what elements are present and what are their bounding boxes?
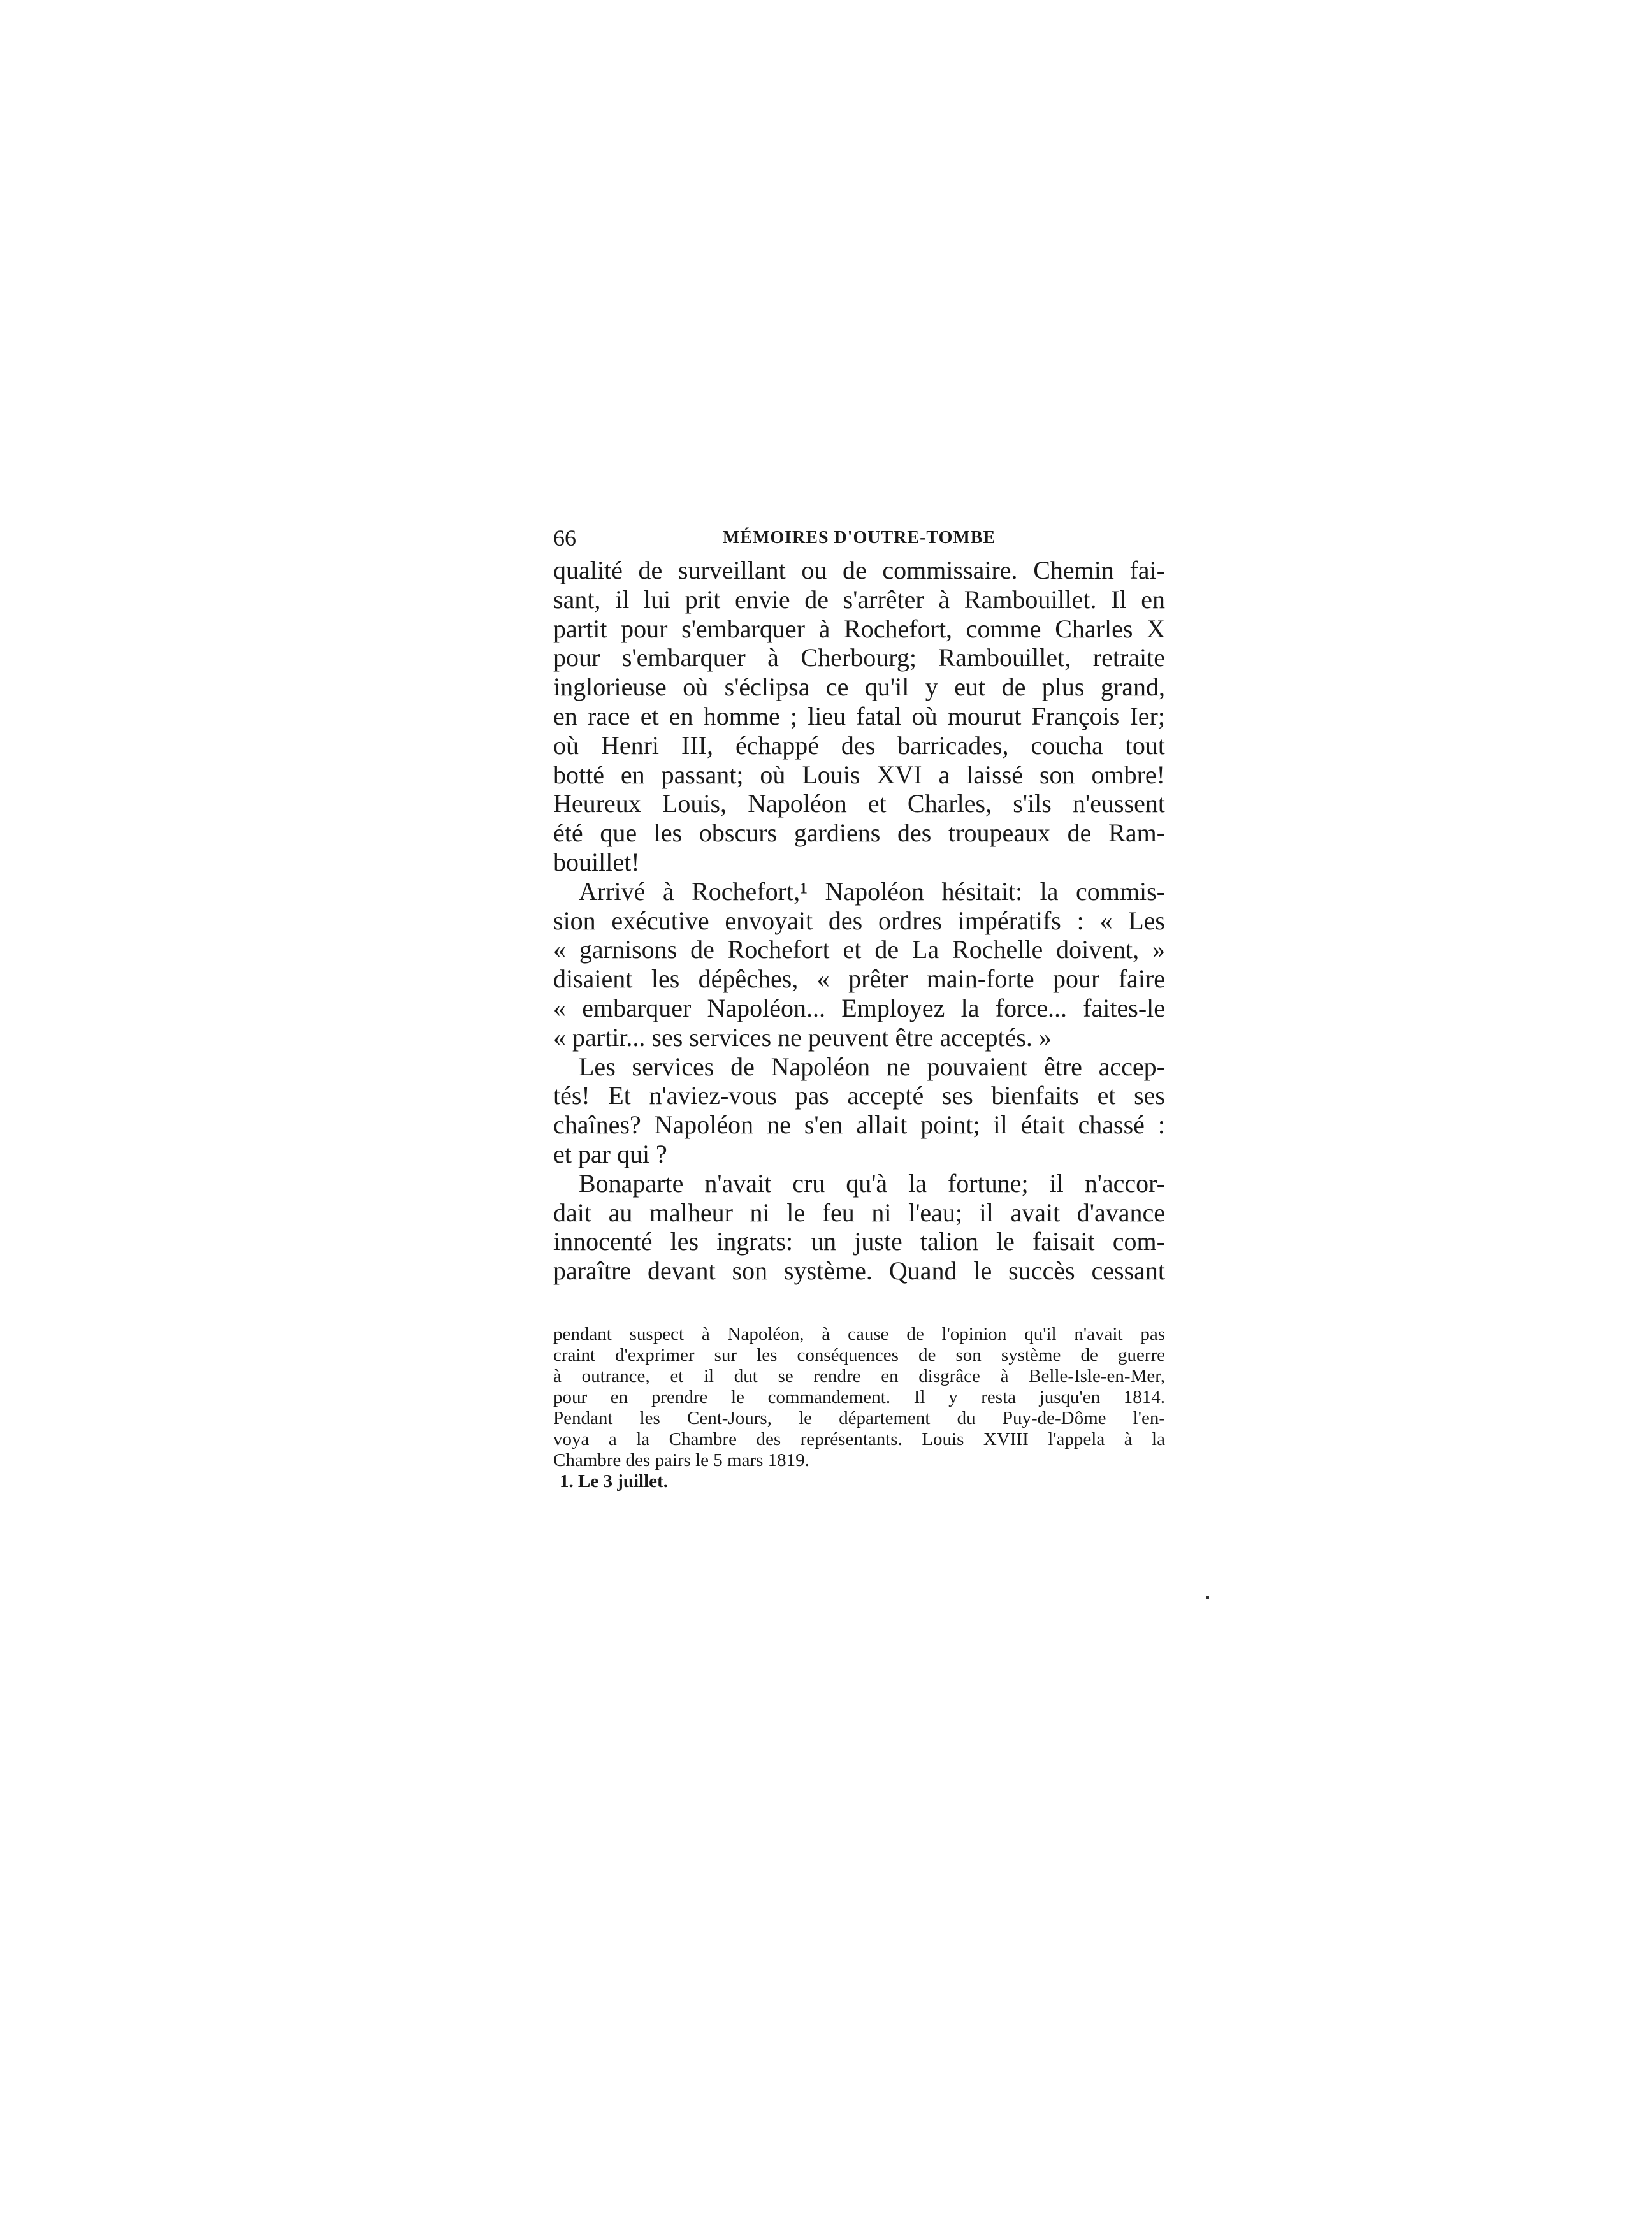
footnote-line: Pendant les Cent-Jours, le département du Puy-de-Dôme l'en- <box>553 1407 1165 1428</box>
body-line: paraître devant son système. Quand le succès cessant <box>553 1256 1165 1286</box>
body-line: bouillet! <box>553 847 640 876</box>
footnote-line: à outrance, et il dut se rendre en disgrâce à Belle-Isle-en-Mer, <box>553 1365 1165 1386</box>
body-line: « embarquer Napoléon... Employez la force... faites-le <box>553 993 1165 1022</box>
body-line: tés! Et n'aviez-vous pas accepté ses bienfaits et ses <box>553 1081 1165 1110</box>
body-line: chaînes? Napoléon ne s'en allait point; il était chassé : <box>553 1110 1165 1140</box>
body-line: et par qui ? <box>553 1139 667 1168</box>
footnote-line: Chambre des pairs le 5 mars 1819. <box>553 1449 809 1470</box>
body-line: été que les obscurs gardiens des troupeaux de Ram- <box>553 818 1165 848</box>
footnote-line: pendant suspect à Napoléon, à cause de l'opinion qu'il n'avait pas <box>553 1323 1165 1344</box>
footnote-1: 1. Le 3 juillet. <box>560 1470 668 1492</box>
body-line: dait au malheur ni le feu ni l'eau; il avait d'avance <box>553 1198 1165 1227</box>
body-line: innocenté les ingrats: un juste talion le faisait com- <box>553 1227 1165 1256</box>
body-line: « garnisons de Rochefort et de La Rochelle doivent, » <box>553 935 1165 964</box>
running-head <box>553 523 1165 556</box>
footnote-line: craint d'exprimer sur les conséquences de son système de guerre <box>553 1344 1165 1365</box>
footnotes <box>553 1324 1165 1492</box>
ink-speck <box>1206 1596 1209 1599</box>
body-line: sant, il lui prit envie de s'arrêter à Rambouillet. Il en <box>553 584 1165 614</box>
footnote-line: pour en prendre le commandement. Il y resta jusqu'en 1814. <box>553 1386 1165 1407</box>
body-line: Arrivé à Rochefort,¹ Napoléon hésitait: la commis- <box>579 876 1165 906</box>
body-line: sion exécutive envoyait des ordres impératifs : « Les <box>553 906 1165 935</box>
book-title: MÉMOIRES D'OUTRE-TOMBE <box>722 528 996 548</box>
footnote-line: voya a la Chambre des représentants. Louis XVIII l'appela à la <box>553 1428 1165 1449</box>
body-line: inglorieuse où s'éclipsa ce qu'il y eut de plus grand, <box>553 672 1165 702</box>
body-line: en race et en homme ; lieu fatal où mourut François Ier; <box>553 701 1165 730</box>
body-line: Heureux Louis, Napoléon et Charles, s'ils n'eussent <box>553 789 1165 818</box>
body-line: pour s'embarquer à Cherbourg; Rambouillet, retraite <box>553 643 1165 672</box>
page-text-block <box>553 523 1165 1492</box>
body-line: Bonaparte n'avait cru qu'à la fortune; il n'accor- <box>579 1168 1165 1198</box>
body-line: botté en passant; où Louis XVI a laissé son ombre! <box>553 760 1165 789</box>
page-number: 66 <box>553 525 576 551</box>
body-line: qualité de surveillant ou de commissaire. Chemin fai- <box>553 556 1165 584</box>
body-line: partit pour s'embarquer à Rochefort, comme Charles X <box>553 614 1165 643</box>
body-text <box>553 556 1165 1286</box>
body-line: disaient les dépêches, « prêter main-forte pour faire <box>553 964 1165 994</box>
body-line: où Henri III, échappé des barricades, coucha tout <box>553 730 1165 760</box>
body-line: Les services de Napoléon ne pouvaient être accep- <box>579 1052 1165 1081</box>
body-line: « partir... ses services ne peuvent être acceptés. » <box>553 1022 1052 1052</box>
